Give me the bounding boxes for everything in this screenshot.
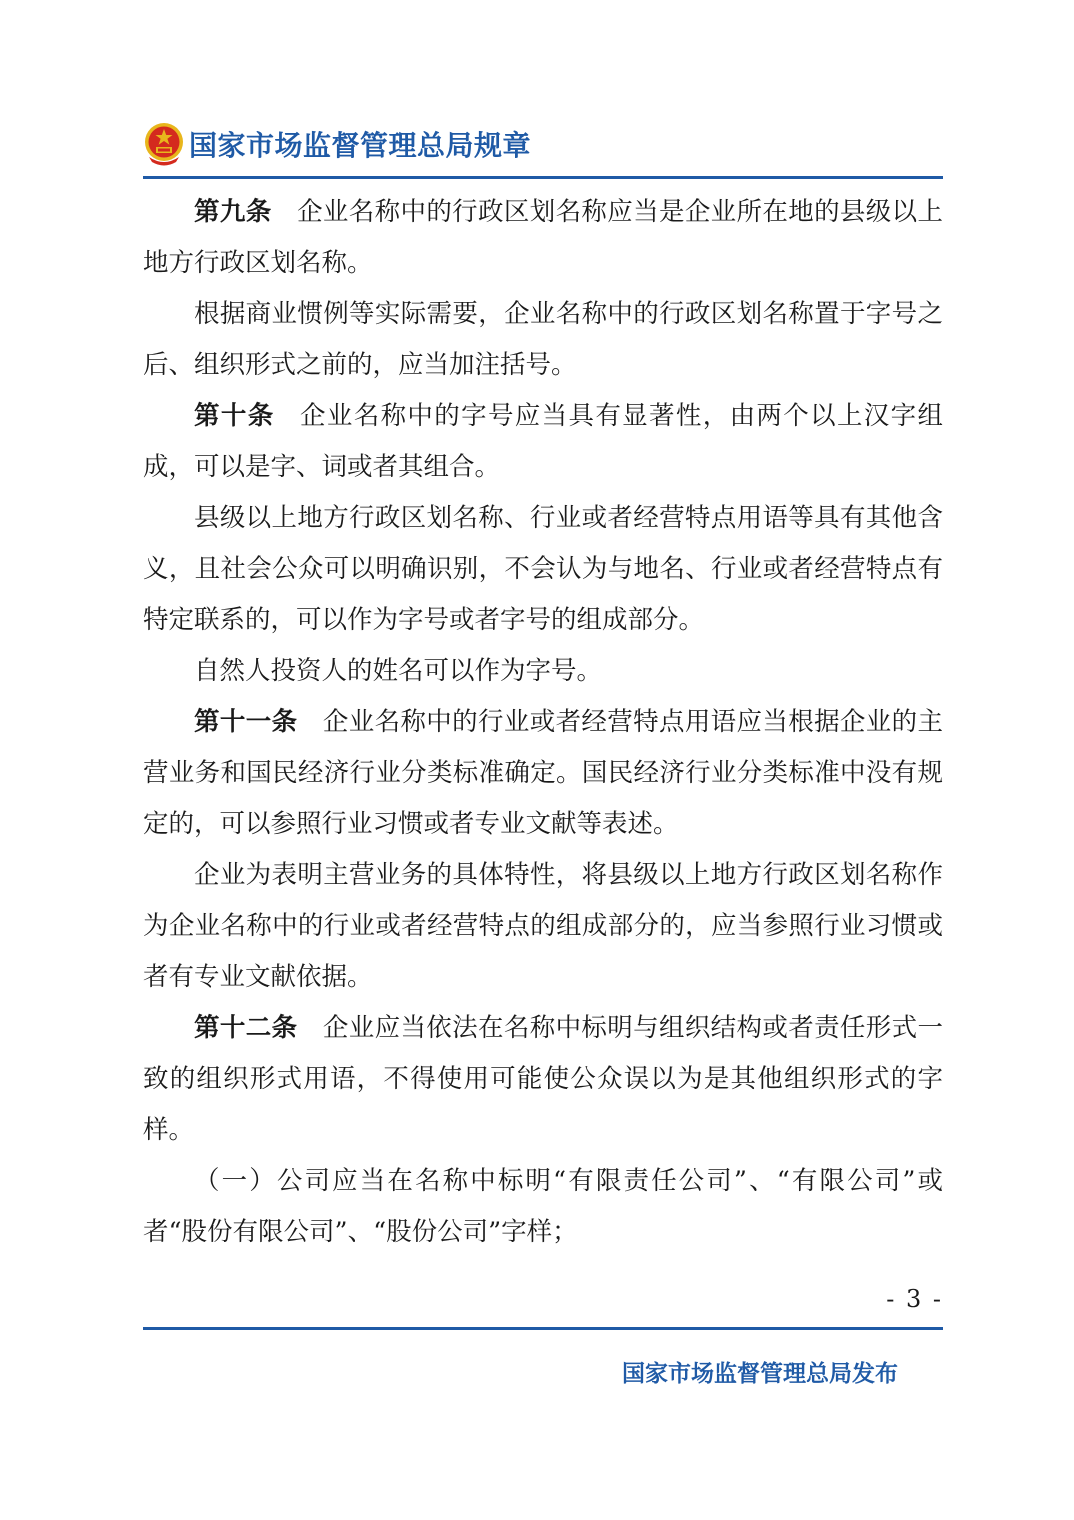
paragraph — [143, 391, 943, 493]
paragraph — [143, 1003, 943, 1156]
footer-divider — [143, 1327, 943, 1330]
header-title: 国家市场监督管理总局规章 — [189, 129, 532, 162]
paragraph-text: 县级以上地方行政区划名称、行业或者经营特点用语等具有其他含义，且社会公众可以明确识别，不会认为与地名、行业或者经营特点有特定联系的，可以作为字号或者字号的组成部分。 — [143, 503, 943, 635]
paragraph — [143, 187, 943, 289]
header-divider — [143, 176, 943, 179]
paragraph-text: 企业为表明主营业务的具体特性，将县级以上地方行政区划名称作为企业名称中的行业或者经营特点的组成部分的，应当参照行业习惯或者有专业文献依据。 — [143, 860, 943, 992]
paragraph — [143, 1156, 943, 1258]
page-header — [143, 118, 943, 170]
article-number: 第九条 — [194, 197, 272, 227]
paragraph — [143, 289, 943, 391]
article-number: 第十二条 — [194, 1013, 298, 1043]
article-number: 第十一条 — [194, 707, 298, 737]
page-number: - 3 - — [886, 1285, 943, 1313]
footer-publisher: 国家市场监督管理总局发布 — [622, 1361, 898, 1387]
paragraph — [143, 697, 943, 850]
paragraph-text: （一）公司应当在名称中标明“有限责任公司”、“有限公司”或者“股份有限公司”、“股份公司”字样； — [143, 1166, 943, 1247]
national-emblem-icon — [143, 121, 185, 167]
paragraph — [143, 646, 943, 697]
paragraph-text: 企业名称中的行业或者经营特点用语应当根据企业的主营业务和国民经济行业分类标准确定。国民经济行业分类标准中没有规定的，可以参照行业习惯或者专业文献等表述。 — [143, 707, 943, 839]
document-body — [143, 187, 943, 1258]
paragraph-text: 企业名称中的字号应当具有显著性，由两个以上汉字组成，可以是字、词或者其组合。 — [143, 401, 943, 482]
paragraph-text: 根据商业惯例等实际需要，企业名称中的行政区划名称置于字号之后、组织形式之前的，应当加注括号。 — [143, 299, 943, 380]
paragraph-text: 企业名称中的行政区划名称应当是企业所在地的县级以上地方行政区划名称。 — [143, 197, 943, 278]
paragraph — [143, 850, 943, 1003]
article-number: 第十条 — [194, 401, 275, 431]
paragraph-text: 企业应当依法在名称中标明与组织结构或者责任形式一致的组织形式用语，不得使用可能使公众误以为是其他组织形式的字样。 — [143, 1013, 943, 1145]
paragraph-text: 自然人投资人的姓名可以作为字号。 — [194, 656, 603, 686]
paragraph — [143, 493, 943, 646]
